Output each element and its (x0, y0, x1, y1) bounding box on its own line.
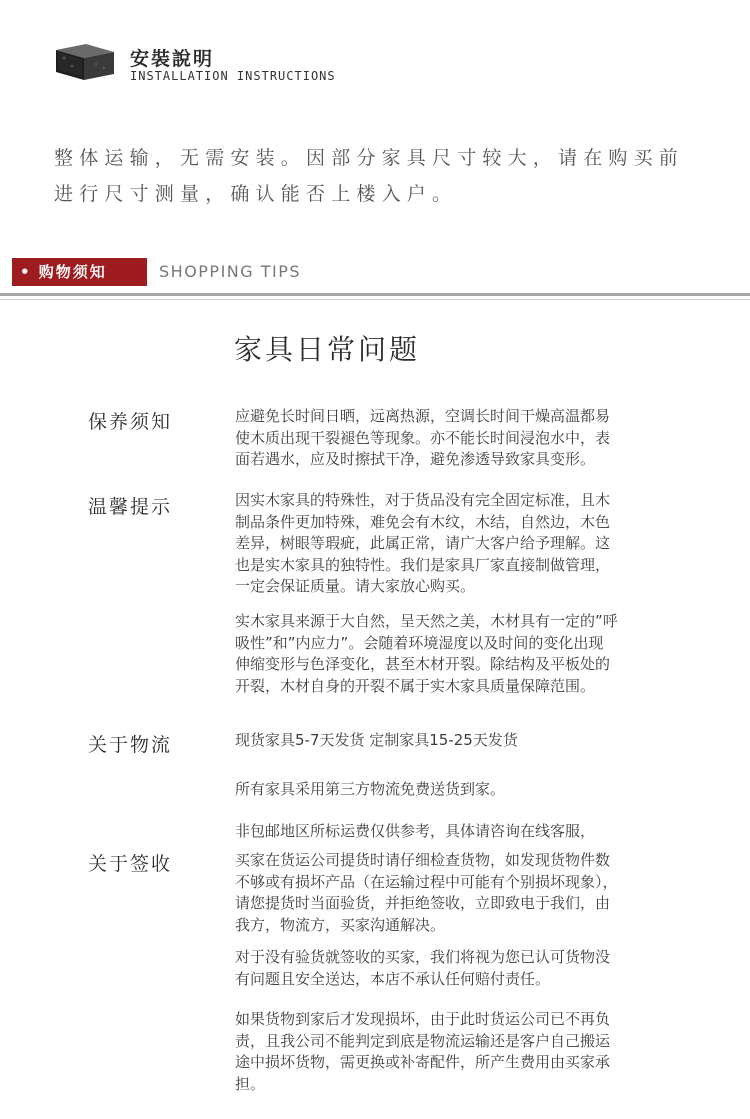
package-box-icon (52, 38, 118, 82)
care-paragraph: 应避免长时间日晒，远离热源，空调长时间干燥高温都易 使木质出现干裂褪色等现象。亦不能长时间浸泡水中，表 面若遇水，应及时擦拭干净，避免渗透导致家具变形。 (235, 407, 611, 468)
sign-paragraph-3: 如果货物到家后才发现损坏，由于此时货运公司已不再负 责，且我公司不能判定到底是物流运输还是客户自己搬运 途中损坏货物，需更换或补寄配件，所产生费用由买家承 担。 (235, 1010, 611, 1093)
logistics-paragraph-2: 所有家具采用第三方物流免费送货到家。 (235, 780, 506, 798)
section-title-notice: 温馨提示 (88, 496, 173, 518)
shopping-tips-label: • 购物须知 (12, 258, 147, 286)
notice-paragraph-1: 因实木家具的特殊性，对于货品没有完全固定标准，且木 制品条件更加特殊，难免会有木纹，木结，自然边，木色 差异，树眼等瑕疵，此属正常，请广大客户给予理解。这 也是实木家具的独特性。我们是家具厂家直接制做管理， 一定会保证质量。请大家放心购买。 (235, 491, 611, 595)
install-title: 安裝說明 (130, 48, 215, 70)
section-title-logistics: 关于物流 (88, 734, 173, 756)
divider-thin (0, 299, 750, 300)
logistics-paragraph-1: 现货家具5-7天发货 定制家具15-25天发货 (235, 731, 518, 749)
install-text: 整体运输，无需安装。因部分家具尺寸较大，请在购买前 进行尺寸测量，确认能否上楼入户。 (54, 147, 685, 205)
sign-paragraph-2: 对于没有验货就签收的买家，我们将视为您已认可货物没 有问题且安全送达，本店不承认任何赔付责任。 (235, 948, 611, 988)
shopping-tips-en: SHOPPING TIPS (159, 262, 302, 281)
page-title: 家具日常问题 (234, 333, 421, 366)
divider-thick (0, 293, 750, 296)
section-title-sign: 关于签收 (88, 853, 173, 875)
sign-paragraph-1: 买家在货运公司提货时请仔细检查货物，如发现货物件数 不够或有损坏产品（在运输过程中可能有个别损坏现象）， 请您提货时当面验货，并拒绝签收，立即致电于我们，由 我方，物流方，买家沟通解决。 (235, 851, 618, 934)
notice-paragraph-2: 实木家具来源于大自然，呈天然之美，木材具有一定的”呼 吸性”和”内应力”。会随着环境湿度以及时间的变化出现 伸缩变形与色泽变化，甚至木材开裂。除结构及平板处的 开裂，木材自身的开裂不属于实木家具质量保障范围。 (235, 612, 618, 695)
section-title-care: 保养须知 (88, 411, 173, 433)
logistics-paragraph-3: 非包邮地区所标运费仅供参考，具体请咨询在线客服， (235, 822, 596, 840)
install-subtitle: INSTALLATION INSTRUCTIONS (130, 69, 336, 83)
